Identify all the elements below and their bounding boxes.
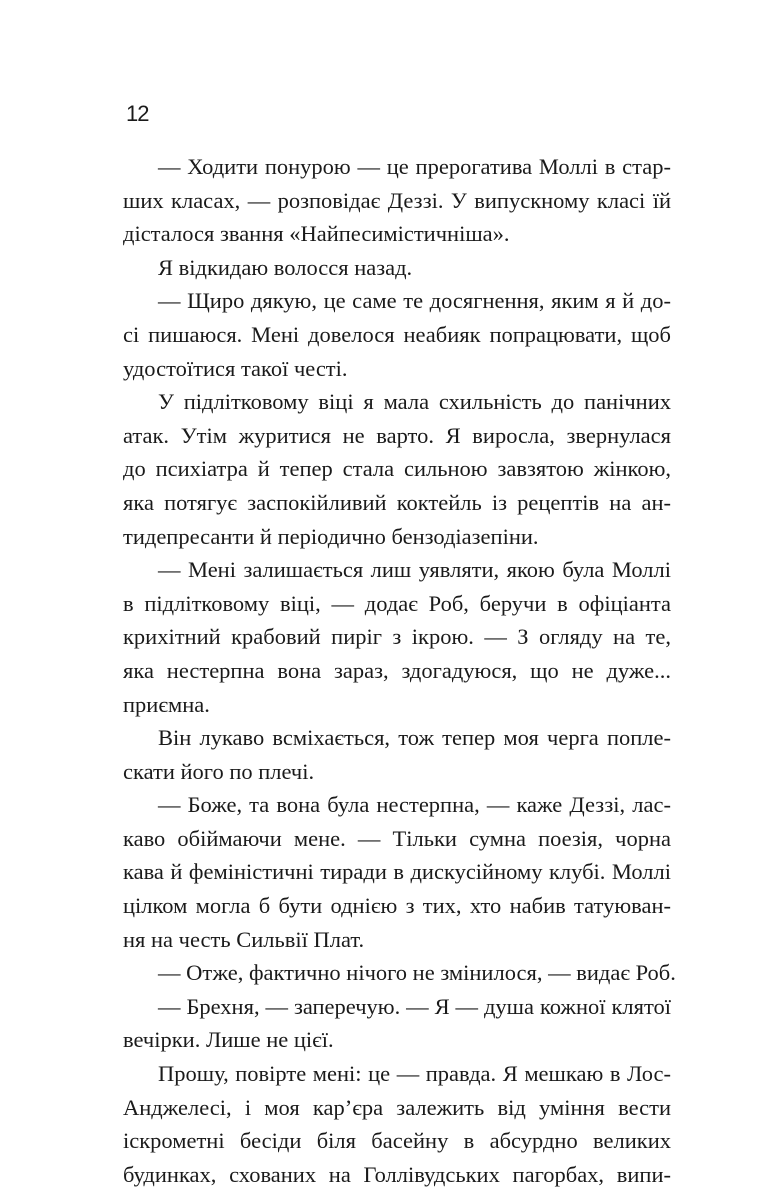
paragraph <box>123 553 671 721</box>
text-line: атак. Утім журитися не варто. Я виросла, звернулася <box>123 422 671 448</box>
text-line: вечірки. Лише не цієї. <box>123 1027 334 1053</box>
paragraph <box>123 284 671 385</box>
text-line: приємна. <box>123 691 210 717</box>
text-line: — Боже, та вона була нестерпна, — каже Деззі, лас- <box>158 792 671 818</box>
paragraph <box>123 150 671 251</box>
text-line: У підлітковому віці я мала схильність до панічних <box>158 389 671 415</box>
text-line: — Отже, фактично нічого не змінилося, — видає Роб. <box>158 960 676 986</box>
text-line: каво обіймаючи мене. — Тільки сумна поезія, чорна <box>123 825 671 851</box>
text-line: в підлітковому віці, — додає Роб, беручи в офіціанта <box>123 590 671 616</box>
paragraph <box>123 1057 671 1191</box>
text-line: Прошу, повірте мені: це — правда. Я мешкаю в Лос- <box>158 1061 671 1087</box>
text-line: яка нестерпна вона зараз, здогадуюся, що не дуже... <box>123 657 671 683</box>
paragraph <box>123 251 671 285</box>
text-line: крихітний крабовий пиріг з ікрою. — З огляду на те, <box>123 624 671 650</box>
text-line: Анджелесі, і моя кар’єра залежить від уміння вести <box>123 1094 671 1120</box>
text-line: сі пишаюся. Мені довелося неабияк попрацювати, щоб <box>123 321 671 347</box>
paragraph <box>123 788 671 956</box>
text-line: цілком могла б бути однією з тих, хто набив татуюван- <box>123 893 671 919</box>
paragraph <box>123 990 671 1057</box>
text-line: кава й феміністичні тиради в дискусійному клубі. Моллі <box>123 859 671 885</box>
text-line: ших класах, — розповідає Деззі. У випускному класі їй <box>123 187 671 213</box>
paragraph <box>123 721 671 788</box>
text-line: тидепресанти й періодично бензодіазепіни. <box>123 523 539 549</box>
text-line: — Брехня, — заперечую. — Я — душа кожної клятої <box>158 993 671 1019</box>
text-line: ня на честь Сильвії Плат. <box>123 926 365 952</box>
text-line: — Ходити понурою — це прерогатива Моллі в стар- <box>158 154 671 179</box>
text-line: дісталося звання «Найпесимістичніша». <box>123 221 510 247</box>
text-line: скати його по плечі. <box>123 758 315 784</box>
text-line: удостоїтися такої честі. <box>123 355 348 381</box>
text-line: — Щиро дякую, це саме те досягнення, яким я й до- <box>158 288 671 314</box>
text-line: іскрометні бесіди біля басейну в абсурдно великих <box>123 1128 671 1154</box>
paragraph <box>123 956 676 990</box>
page-number: 12 <box>126 101 149 126</box>
text-line: — Мені залишається лиш уявляти, якою була Моллі <box>158 557 671 583</box>
text-line: будинках, схованих на Голлівудських пагорбах, випи- <box>123 1161 671 1187</box>
text-line: до психіатра й тепер стала сильною завзятою жінкою, <box>123 456 671 482</box>
text-line: яка потягує заспокійливий коктейль із рецептів на ан- <box>123 489 671 515</box>
paragraph <box>123 385 671 553</box>
text-line: Він лукаво всміхається, тож тепер моя черга попле- <box>158 725 671 751</box>
body-text <box>123 150 676 1191</box>
text-line: Я відкидаю волосся назад. <box>158 254 413 280</box>
